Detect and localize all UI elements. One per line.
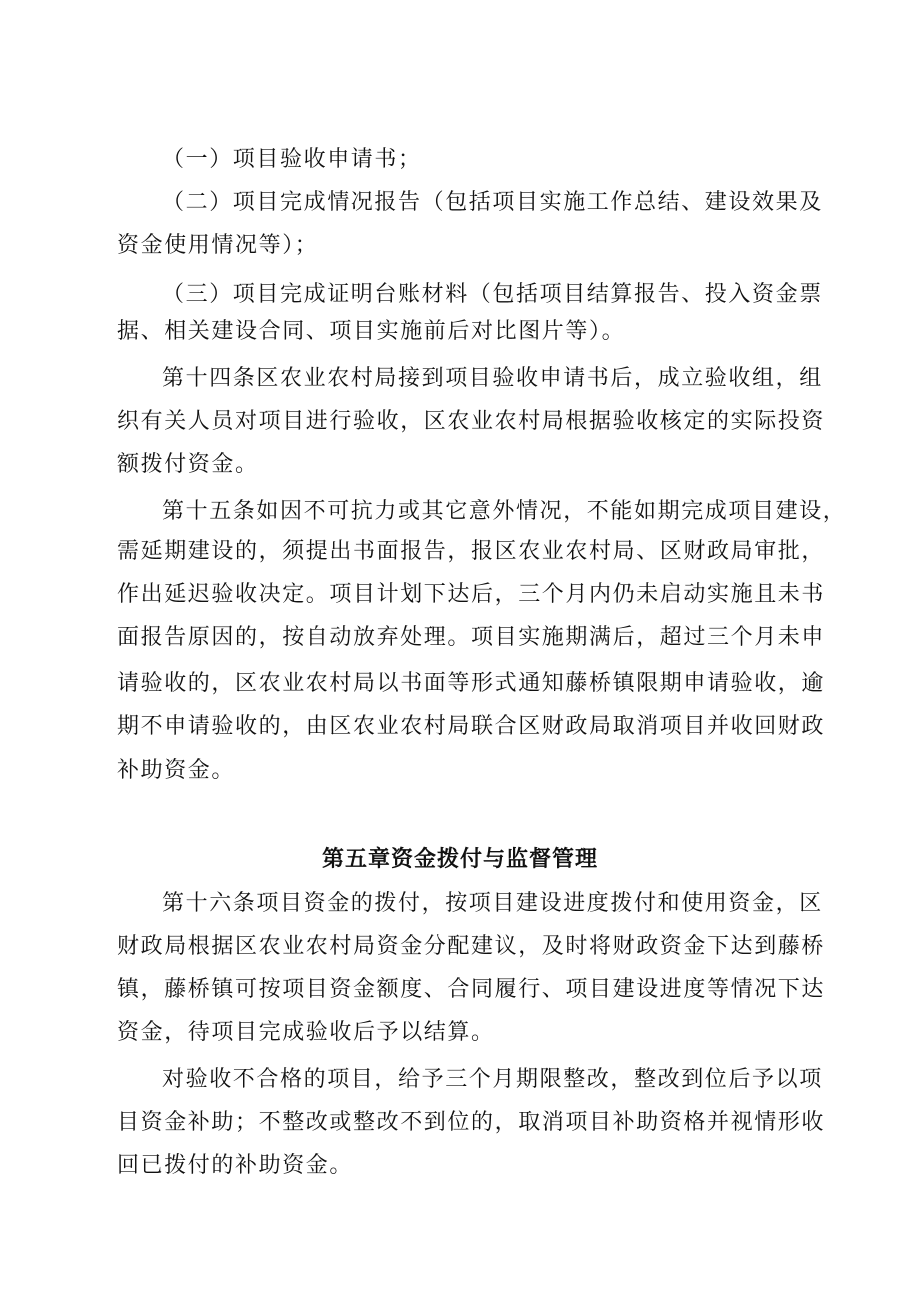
article-15-line-5: 请验收的，区农业农村局以书面等形式通知藤桥镇限期申请验收，逾 — [117, 671, 826, 696]
rectification-line-1: 对验收不合格的项目，给予三个月期限整改，整改到位后予以项 — [162, 1067, 823, 1092]
article-15-line-1: 第十五条如因不可抗力或其它意外情况，不能如期完成项目建设， — [162, 499, 847, 524]
article-15-line-2: 需延期建设的，须提出书面报告，报区农业农村局、区财政局审批， — [117, 539, 826, 564]
item-3-line-1: （三）项目完成证明台账材料（包括项目结算报告、投入资金票 — [162, 282, 823, 307]
article-14-line-3: 额拨付资金。 — [117, 452, 259, 477]
item-2-line-2: 资金使用情况等）； — [117, 233, 319, 258]
article-16-line-1: 第十六条项目资金的拨付，按项目建设进度拨付和使用资金，区 — [162, 891, 823, 916]
rectification-line-3: 回已拨付的补助资金。 — [117, 1153, 354, 1178]
article-16-line-4: 资金，待项目完成验收后予以结算。 — [117, 1020, 495, 1045]
item-1-line: （一）项目验收申请书； — [162, 147, 422, 172]
item-3-line-2: 据、相关建设合同、项目实施前后对比图片等）。 — [117, 319, 626, 344]
article-16-line-2: 财政局根据区农业农村局资金分配建议，及时将财政资金下达到藤桥 — [117, 934, 826, 959]
chapter-heading: 第五章资金拨付与监督管理 — [321, 847, 598, 872]
article-14-line-2: 织有关人员对项目进行验收，区农业农村局根据验收核定的实际投资 — [117, 409, 826, 434]
article-15-line-4: 面报告原因的，按自动放弃处理。项目实施期满后，超过三个月未申 — [117, 625, 826, 650]
item-2-line-1: （二）项目完成情况报告（包括项目实施工作总结、建设效果及 — [162, 190, 823, 215]
rectification-line-2: 目资金补助；不整改或整改不到位的，取消项目补助资格并视情形收 — [117, 1110, 826, 1135]
article-15-line-6: 期不申请验收的，由区农业农村局联合区财政局取消项目并收回财政 — [117, 714, 826, 739]
article-15-line-7: 补助资金。 — [117, 758, 236, 783]
article-14-line-1: 第十四条区农业农村局接到项目验收申请书后，成立验收组，组 — [162, 366, 823, 391]
article-16-line-3: 镇，藤桥镇可按项目资金额度、合同履行、项目建设进度等情况下达 — [117, 977, 826, 1002]
article-15-line-3: 作出延迟验收决定。项目计划下达后，三个月内仍未启动实施且未书 — [117, 582, 826, 607]
